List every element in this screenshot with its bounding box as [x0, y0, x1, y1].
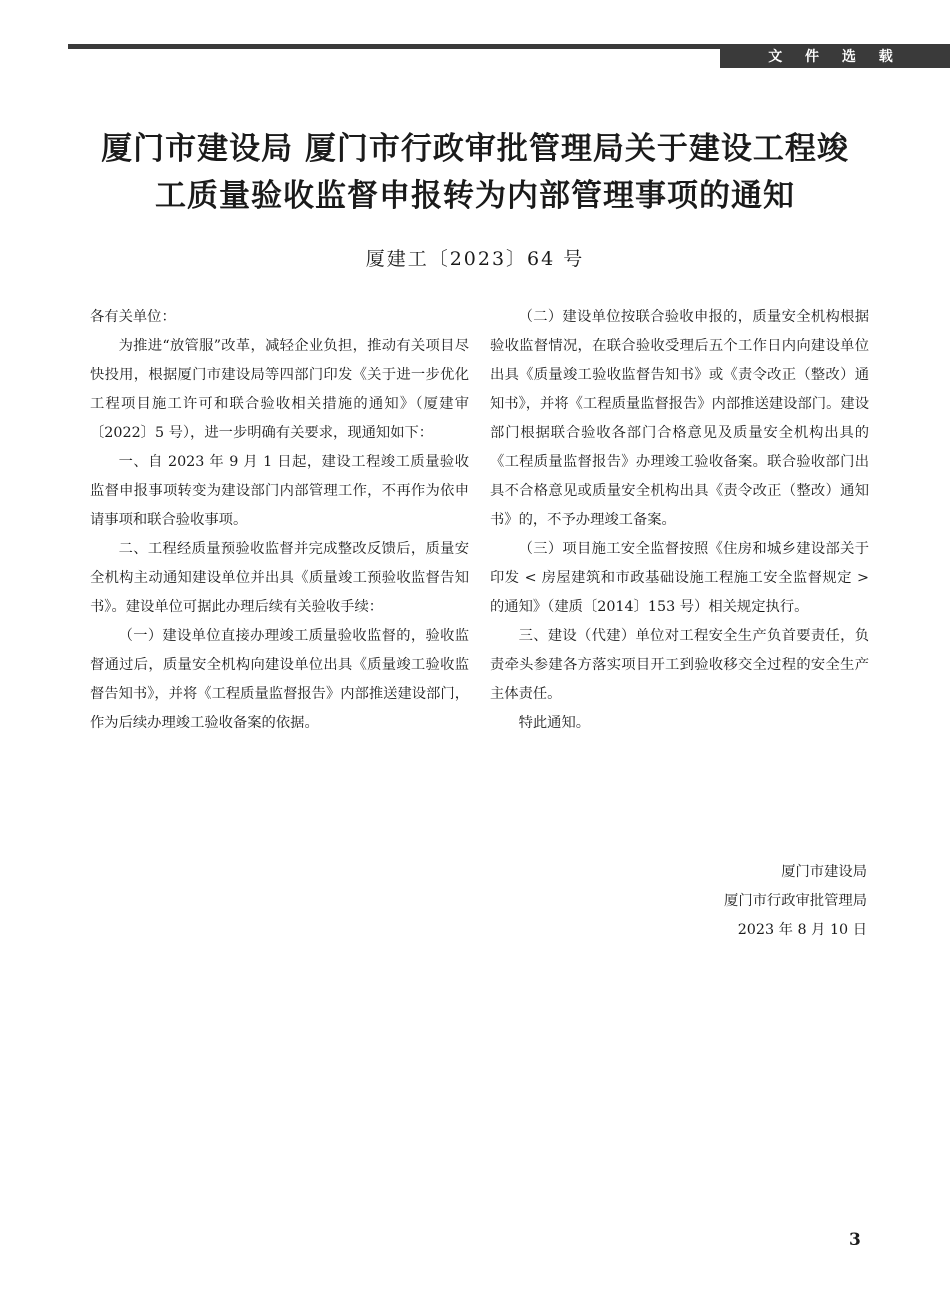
paragraph: 为推进“放管服”改革，减轻企业负担，推动有关项目尽快投用，根据厦门市建设局等四部门印发《关于进一步优化工程项目施工许可和联合验收相关措施的通知》（厦建审〔2022〕5 号），进一步明确有关要求，现通知如下：: [90, 338, 469, 441]
section-label: 文 件 选 载: [720, 46, 950, 68]
document-title: [60, 126, 890, 220]
signature-org-2: 厦门市行政审批管理局: [724, 893, 867, 909]
salutation: 各有关单位：: [90, 309, 176, 325]
left-column: [90, 303, 469, 738]
signature-block: [724, 858, 867, 945]
document-number: 厦建工〔2023〕64 号: [365, 248, 585, 270]
right-column: [490, 303, 869, 738]
signature-org-1: 厦门市建设局: [781, 864, 867, 880]
paragraph: （二）建设单位按联合验收申报的，质量安全机构根据验收监督情况，在联合验收受理后五个工作日内向建设单位出具《质量竣工验收监督告知书》或《责令改正（整改）通知书》，并将《工程质量监督报告》内部推送建设部门。建设部门根据联合验收各部门合格意见及质量安全机构出具的《工程质量监督报告》办理竣工验收备案。联合验收部门出具不合格意见或质量安全机构出具《责令改正（整改）通知书》的，不予办理竣工备案。: [490, 309, 869, 528]
closing: 特此通知。: [518, 715, 591, 731]
title-line-2: 工质量验收监督申报转为内部管理事项的通知: [155, 178, 795, 214]
title-line-1: 厦门市建设局 厦门市行政审批管理局关于建设工程竣: [101, 131, 849, 167]
paragraph: 三、建设（代建）单位对工程安全生产负首要责任，负责牵头参建各方落实项目开工到验收移交全过程的安全生产主体责任。: [490, 628, 869, 702]
paragraph: 二、工程经质量预验收监督并完成整改反馈后，质量安全机构主动通知建设单位并出具《质量竣工预验收监督告知书》。建设单位可据此办理后续有关验收手续：: [90, 541, 469, 615]
paragraph: （一）建设单位直接办理竣工质量验收监督的，验收监督通过后，质量安全机构向建设单位出具《质量竣工验收监督告知书》，并将《工程质量监督报告》内部推送建设部门，作为后续办理竣工验收备案的依据。: [90, 628, 469, 731]
paragraph: （三）项目施工安全监督按照《住房和城乡建设部关于印发 < 房屋建筑和市政基础设施工程施工安全监督规定 > 的通知》（建质〔2014〕153 号）相关规定执行。: [490, 541, 869, 615]
signature-date: 2023 年 8 月 10 日: [737, 922, 867, 938]
paragraph: 一、自 2023 年 9 月 1 日起，建设工程竣工质量验收监督申报事项转变为建设部门内部管理工作，不再作为依申请事项和联合验收事项。: [90, 454, 469, 528]
page-number: 3: [849, 1230, 861, 1250]
